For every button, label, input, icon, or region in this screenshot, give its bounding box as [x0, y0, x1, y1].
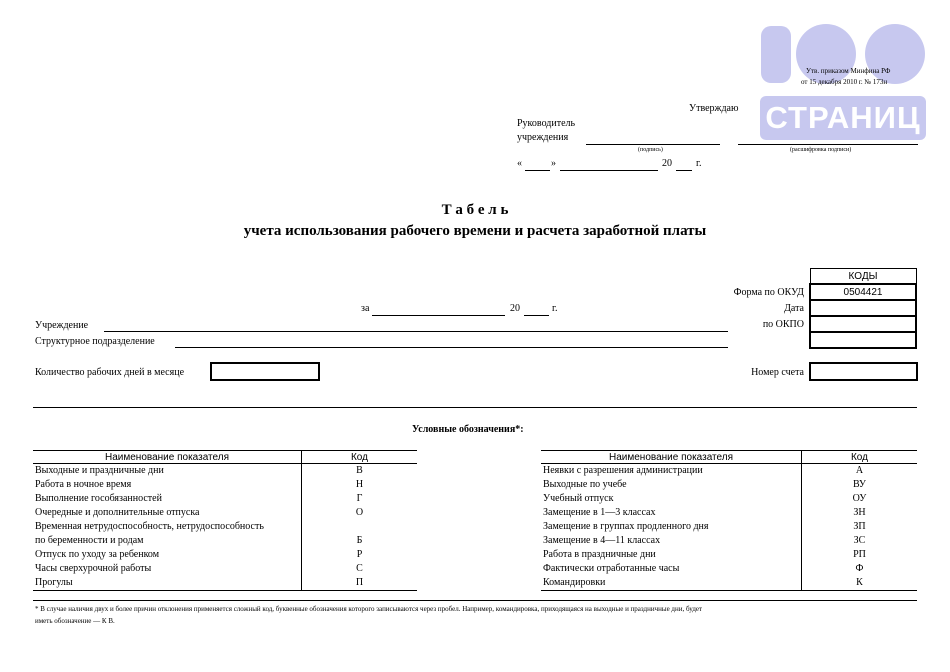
- division-label: Структурное подразделение: [35, 336, 155, 347]
- codes-table: [809, 268, 917, 349]
- okpo-label: по ОКПО: [762, 319, 804, 330]
- institution-line[interactable]: [104, 331, 728, 332]
- legend-item-code: К: [802, 576, 918, 591]
- legend-item-code: ЗН: [802, 506, 918, 520]
- watermark-digit-zero: [865, 24, 925, 84]
- legend-col-code: Код: [302, 451, 418, 464]
- okud-label: Форма по ОКУД: [733, 287, 804, 298]
- legend-table-right: [541, 450, 917, 591]
- legend-row: [541, 464, 917, 479]
- approve-year-suffix: г.: [696, 158, 702, 169]
- legend-item-name: Командировки: [541, 576, 802, 591]
- document-subtitle: учета использования рабочего времени и расчета заработной платы: [243, 223, 707, 239]
- approve-year-prefix: 20: [662, 158, 672, 169]
- legend-item-code: П: [302, 576, 418, 591]
- legend-item-name: Замещение в 4—11 классах: [543, 535, 661, 546]
- section-divider: [33, 407, 917, 408]
- legend-table-left: [33, 450, 417, 591]
- approve-month-line[interactable]: [560, 170, 658, 171]
- legend-row: [541, 478, 917, 492]
- account-label: Номер счета: [751, 367, 804, 378]
- legend-item-code: Р: [302, 548, 418, 562]
- legend-item-name: Часы сверхурочной работы: [35, 563, 152, 574]
- legend-item-code: ОУ: [802, 492, 918, 506]
- signature-decode-caption: (расшифровка подписи): [790, 147, 852, 153]
- legend-item-name: Прогулы: [33, 576, 302, 591]
- legend-item-name: Выходные и праздничные дни: [35, 465, 164, 476]
- document-title: Т а б е л ь: [441, 202, 509, 218]
- legend-item-code: ЗП: [802, 520, 918, 534]
- legend-row: [33, 492, 417, 506]
- footnote-line1: * В случае наличия двух и более причин отклонения применяется сложный код, буквенные обозначения которого записываются через пробел. Например, командировка, приходящаяся на выходные и праздничные дни, будет: [35, 605, 703, 613]
- legend-row: [33, 478, 417, 492]
- legend-row: [541, 506, 917, 520]
- legend-item-name: Работа в ночное время: [35, 479, 132, 490]
- signature-line[interactable]: [586, 144, 720, 145]
- legend-item-name: по беременности и родам: [35, 535, 144, 546]
- head-label-line2: учреждения: [517, 132, 569, 143]
- legend-item-code: А: [802, 464, 918, 479]
- head-label-line1: Руководитель: [517, 118, 576, 129]
- legend-item-code: ЗС: [802, 534, 918, 548]
- legend-item-name: Выходные по учебе: [543, 479, 627, 490]
- legend-col-name: Наименование показателя: [541, 451, 802, 464]
- legend-row: [33, 506, 417, 520]
- date-close-quote: »: [551, 158, 556, 169]
- watermark-digit-one: [761, 26, 791, 83]
- legend-row: [33, 548, 417, 562]
- legend-col-code: Код: [802, 451, 918, 464]
- okpo-value[interactable]: [810, 316, 916, 332]
- period-year-prefix: 20: [510, 303, 520, 314]
- date-value[interactable]: [810, 300, 916, 316]
- legend-row: [541, 548, 917, 562]
- watermark-digit-zero: [796, 24, 856, 84]
- legend-item-name: Замещение в группах продленного дня: [543, 521, 709, 532]
- legend-item-code: С: [302, 562, 418, 576]
- legend-item-name: Временная нетрудоспособность, нетрудоспособность: [35, 521, 264, 532]
- legend-item-code: Н: [302, 478, 418, 492]
- legend-item-code: О: [302, 506, 418, 520]
- institution-label: Учреждение: [35, 320, 89, 331]
- legend-row: [541, 562, 917, 576]
- legend-item-code: Г: [302, 492, 418, 506]
- footnote-line2: иметь обозначение — К В.: [35, 617, 115, 625]
- approve-title: Утверждаю: [689, 103, 739, 114]
- legend-row: [541, 576, 917, 591]
- division-line[interactable]: [175, 347, 728, 348]
- period-year-suffix: г.: [552, 303, 558, 314]
- approve-day-line[interactable]: [525, 170, 550, 171]
- okud-value: 0504421: [810, 284, 916, 300]
- codes-header: КОДЫ: [810, 269, 916, 285]
- signature-decode-line[interactable]: [738, 144, 918, 145]
- legend-item-code: [302, 520, 418, 534]
- approval-ref-line1: Утв. приказом Минфина РФ: [806, 67, 891, 75]
- legend-item-code: Б: [302, 534, 418, 548]
- legend-row: [33, 576, 417, 591]
- legend-row: [33, 520, 417, 534]
- workdays-input[interactable]: [210, 362, 320, 381]
- legend-item-name: Учебный отпуск: [543, 493, 614, 504]
- legend-row: [541, 520, 917, 534]
- approval-ref-line2: от 15 декабря 2010 г. № 173н: [801, 78, 888, 86]
- signature-caption: (подпись): [638, 147, 663, 153]
- period-prefix: за: [361, 303, 370, 314]
- legend-item-code: ВУ: [802, 478, 918, 492]
- legend-item-code: РП: [802, 548, 918, 562]
- extra-code-value[interactable]: [810, 332, 916, 348]
- legend-item-code: Ф: [802, 562, 918, 576]
- legend-row: [33, 534, 417, 548]
- date-label: Дата: [784, 303, 804, 314]
- legend-item-name: Очередные и дополнительные отпуска: [35, 507, 200, 518]
- watermark-word: СТРАНИЦ: [760, 96, 926, 140]
- legend-item-name: Фактически отработанные часы: [543, 563, 680, 574]
- legend-item-name: Работа в праздничные дни: [543, 549, 656, 560]
- legend-title: Условные обозначения*:: [412, 424, 524, 435]
- legend-item-name: Замещение в 1—3 классах: [543, 507, 656, 518]
- workdays-label: Количество рабочих дней в месяце: [35, 367, 185, 378]
- legend-col-name: Наименование показателя: [33, 451, 302, 464]
- footnote-divider: [33, 600, 917, 601]
- legend-row: [541, 492, 917, 506]
- legend-item-code: В: [302, 464, 418, 479]
- period-year-line[interactable]: [524, 315, 549, 316]
- legend-row: [33, 464, 417, 479]
- legend-row: [33, 562, 417, 576]
- legend-item-name: Отпуск по уходу за ребенком: [35, 549, 160, 560]
- legend-row: [541, 534, 917, 548]
- period-month-line[interactable]: [372, 315, 505, 316]
- account-input[interactable]: [809, 362, 918, 381]
- legend-item-name: Неявки с разрешения администрации: [543, 465, 703, 476]
- approve-year-line[interactable]: [676, 170, 692, 171]
- date-open-quote: «: [517, 158, 522, 169]
- legend-item-name: Выполнение гособязанностей: [35, 493, 162, 504]
